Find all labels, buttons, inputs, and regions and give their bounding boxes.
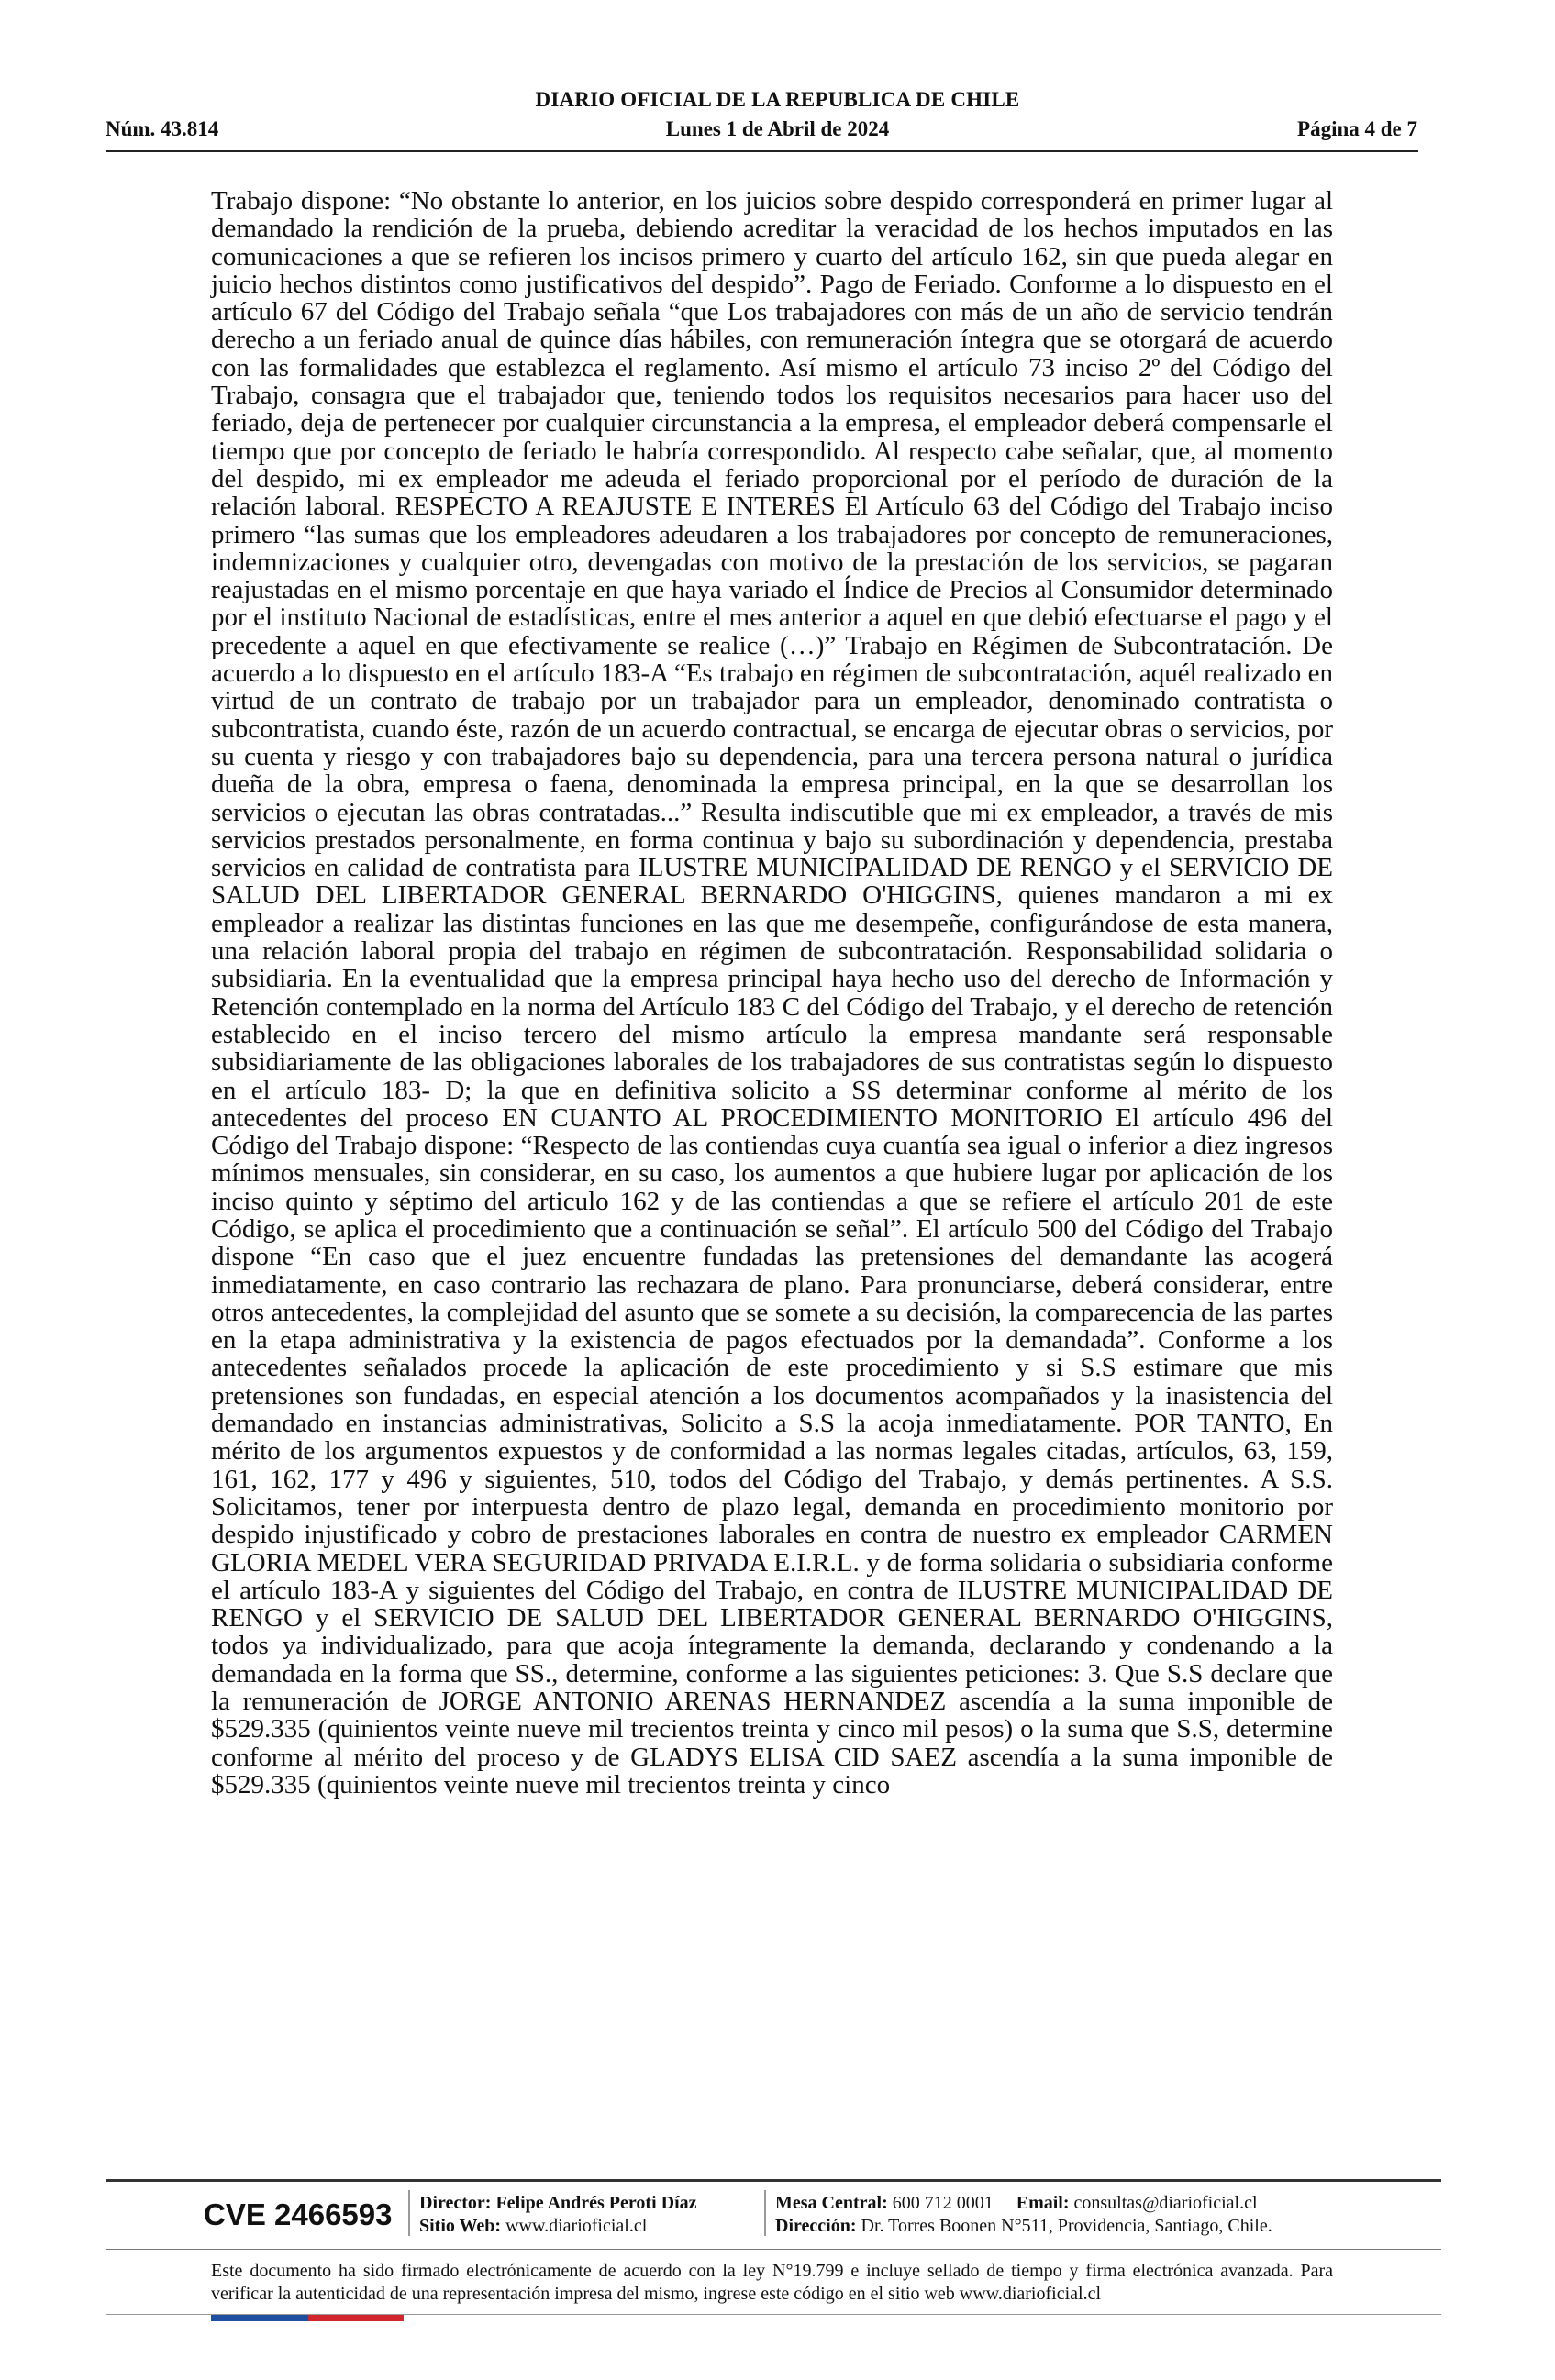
issue-number: Núm. 43.814 [106,117,219,140]
footer-divider-top [106,2179,1441,2182]
website-link[interactable]: www.diarioficial.cl [505,2216,648,2236]
signature-note: Este documento ha sido firmado electrónicamente de acuerdo con la ley N°19.799 e incluye sellado de tiempo y firma electrónica avanzada. Para verificar la autenticidad de una representación impresa del mismo, ingrese este código en el sitio web www.diarioficial.cl [211,2261,1333,2304]
email-link[interactable]: consultas@diarioficial.cl [1073,2193,1258,2213]
page-indicator: Página 4 de 7 [1297,117,1417,140]
document-body [211,187,1333,1799]
body-paragraph: Trabajo dispone: “No obstante lo anterior, en los juicios sobre despido corresponderá en primer lugar al demandado la rendición de la prueba, debiendo acreditar la veracidad de los hechos imputados en las comunicaciones a que se refieren los incisos primero y cuarto del artículo 162, sin que pueda alegar en juicio hechos distintos como justificativos del despido”. Pago de Feriado. Conforme a lo dispuesto en el artículo 67 del Código del Trabajo señala “que Los trabajadores con más de un año de servicio tendrán derecho a un feriado anual de quince días hábiles, con remuneración íntegra que se otorgará de acuerdo con las formalidades que establezca el reglamento. Así mismo el artículo 73 inciso 2º del Código del Trabajo, consagra que el trabajador que, teniendo todos los requisitos necesarios para hacer uso del feriado, deja de pertenecer por cualquier circunstancia a la empresa, el empleador deberá compensarle el tiempo que por concepto de feriado le habría correspondido. Al respecto cabe señalar, que, al momento del despido, mi ex empleador me adeuda el feriado proporcional por el período de duración de la relación laboral. RESPECTO A REAJUSTE E INTERES El Artículo 63 del Código del Trabajo inciso primero “las sumas que los empleadores adeudaren a los trabajadores por concepto de remuneraciones, indemnizaciones y cualquier otro, devengadas con motivo de la prestación de los servicios, se pagaran reajustadas en el mismo porcentaje en que haya variado el Índice de Precios al Consumidor determinado por el instituto Nacional de estadísticas, entre el mes anterior a aquel en que debió efectuarse el pago y el precedente a aquel en que efectivamente se realice (…)” Trabajo en Régimen de Subcontratación. De acuerdo a lo dispuesto en el artículo 183-A “Es trabajo en régimen de subcontratación, aquél realizado en virtud de un contrato de trabajo por un trabajador para un empleador, denominado contratista o subcontratista, cuando éste, razón de un acuerdo contractual, se encarga de ejecutar obras o servicios, por su cuenta y riesgo y con trabajadores bajo su dependencia, para una tercera persona natural o jurídica dueña de la obra, empresa o faena, denominada la empresa principal, en la que se desarrollan los servicios o ejecutan las obras contratadas...” Resulta indiscutible que mi ex empleador, a través de mis servicios prestados personalmente, en forma continua y bajo su subordinación y dependencia, prestaba servicios en calidad de contratista para ILUSTRE MUNICIPALIDAD DE RENGO y el SERVICIO DE SALUD DEL LIBERTADOR GENERAL BERNARDO O'HIGGINS, quienes mandaron a mi ex empleador a realizar las distintas funciones en las que me desempeñe, configurándose de esta manera, una relación laboral propia del trabajo en régimen de subcontratación. Responsabilidad solidaria o subsidiaria. En la eventualidad que la empresa principal haya hecho uso del derecho de Información y Retención contemplado en la norma del Artículo 183 C del Código del Trabajo, y el derecho de retención establecido en el inciso tercero del mismo artículo la empresa mandante será responsable subsidiariamente de las obligaciones laborales de los trabajadores de sus contratistas según lo dispuesto en el artículo 183- D; la que en definitiva solicito a SS determinar conforme al mérito de los antecedentes del proceso EN CUANTO AL PROCEDIMIENTO MONITORIO El artículo 496 del Código del Trabajo dispone: “Respecto de las contiendas cuya cuantía sea igual o inferior a diez ingresos mínimos mensuales, sin considerar, en su caso, los aumentos a que hubiere lugar por aplicación de los inciso quinto y séptimo del articulo 162 y de las contiendas a que se refiere el artículo 201 de este Código, se aplica el procedimiento que a continuación se señal”. El artículo 500 del Código del Trabajo dispone “En caso que el juez encuentre fundadas las pretensiones del demandante las acogerá inmediatamente, en caso contrario las rechazara de plano. Para pronunciarse, deberá considerar, entre otros antecedentes, la complejidad del asunto que se somete a su decisión, la comparecencia de las partes en la etapa administrativa y la existencia de pagos efectuados por la demandada”. Conforme a los antecedentes señalados procede la aplicación de este procedimiento y si S.S estimare que mis pretensiones son fundadas, en especial atención a los documentos acompañados y la inasistencia del demandado en instancias administrativas, Solicito a S.S la acoja inmediatamente. POR TANTO, En mérito de los argumentos expuestos y de conformidad a las normas legales citadas, artículos, 63, 159, 161, 162, 177 y 496 y siguientes, 510, todos del Código del Trabajo, y demás pertinentes. A S.S. Solicitamos, tener por interpuesta dentro de plazo legal, demanda en procedimiento monitorio por despido injustificado y cobro de prestaciones laborales en contra de nuestro ex empleador CARMEN GLORIA MEDEL VERA SEGURIDAD PRIVADA E.I.R.L. y de forma solidaria o subsidiaria conforme el artículo 183-A y siguientes del Código del Trabajo, en contra de ILUSTRE MUNICIPALIDAD DE RENGO y el SERVICIO DE SALUD DEL LIBERTADOR GENERAL BERNARDO O'HIGGINS, todos ya individualizado, para que acoja íntegramente la demanda, declarando y condenando a la demandada en la forma que SS., determine, conforme a las siguientes peticiones: 3. Que S.S declare que la remuneración de JORGE ANTONIO ARENAS HERNANDEZ ascendía a la suma imponible de $529.335 (quinientos veinte nueve mil trecientos treinta y cinco mil pesos) o la suma que S.S, determine conforme al mérito del proceso y de GLADYS ELISA CID SAEZ ascendía a la suma imponible de $529.335 (quinientos veinte nueve mil trecientos treinta y cinco [211,186,1333,1799]
publication-title: DIARIO OFICIAL DE LA REPUBLICA DE CHILE [535,88,1020,111]
mesa-phone: 600 712 0001 [892,2193,994,2213]
footer-separator [408,2190,410,2236]
flag-stripe-red [308,2315,404,2321]
footer-contact-block [775,2192,1272,2238]
footer-separator [764,2190,766,2236]
flag-stripe-blue [211,2315,308,2321]
website-label: Sitio Web: [419,2216,502,2236]
footer-divider-mid [106,2249,1441,2250]
address-label: Dirección: [775,2216,857,2236]
director-label: Director: [419,2193,492,2213]
email-label: Email: [1016,2193,1070,2213]
cve-code: CVE 2466593 [204,2197,393,2231]
mesa-label: Mesa Central: [775,2193,888,2213]
header-divider [106,150,1418,152]
address-value: Dr. Torres Boonen N°511, Providencia, Santiago, Chile. [861,2216,1272,2236]
issue-date: Lunes 1 de Abril de 2024 [665,117,890,140]
director-name: Felipe Andrés Peroti Díaz [495,2193,697,2213]
footer-director-block [419,2192,697,2238]
